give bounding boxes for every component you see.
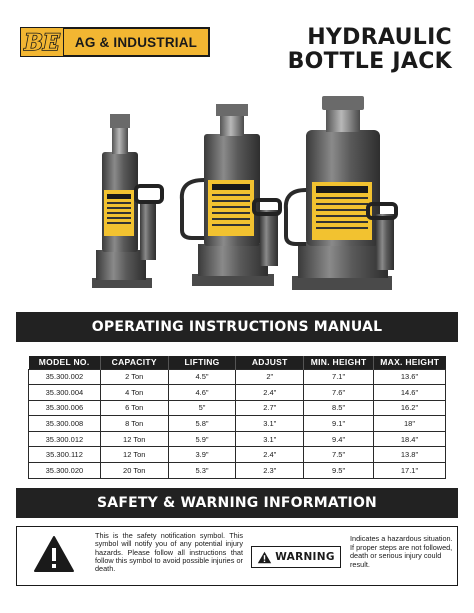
warning-sign (251, 546, 341, 568)
cell-max-height: 18.4" (374, 431, 446, 447)
cell-capacity: 6 Ton (100, 400, 168, 416)
cell-min-height: 8.5" (304, 400, 374, 416)
warning-label: WARNING (275, 551, 335, 563)
safety-warning-banner: SAFETY & WARNING INFORMATION (16, 488, 458, 518)
cell-capacity: 8 Ton (100, 416, 168, 432)
spec-table (28, 356, 446, 479)
logo-text: AG & INDUSTRIAL (74, 34, 198, 50)
cell-model-no: 35.300.006 (29, 400, 101, 416)
cell-capacity: 2 Ton (100, 369, 168, 385)
title-line-1: HYDRAULIC (307, 25, 452, 50)
cell-min-height: 9.1" (304, 416, 374, 432)
table-row (29, 416, 446, 432)
header-max-height: MAX. HEIGHT (374, 356, 446, 369)
table-header-row (29, 356, 446, 369)
be-logo-mark (20, 27, 64, 57)
brand-logo (20, 27, 210, 57)
bottle-jacks-image (70, 90, 410, 300)
header-min-height: MIN. HEIGHT (304, 356, 374, 369)
cell-lifting: 5.9" (168, 431, 236, 447)
table-row (29, 400, 446, 416)
safety-symbol-description: This is the safety notification symbol. This symbol will notify you of any potential injury hazards. Please follow all instructions that follow this symbol to avoid possible injuries or death. (95, 531, 243, 574)
page-title (288, 26, 452, 74)
header-model-no: MODEL NO. (29, 356, 101, 369)
cell-max-height: 17.1" (374, 463, 446, 479)
cell-model-no: 35.300.020 (29, 463, 101, 479)
cell-model-no: 35.300.004 (29, 385, 101, 401)
cell-min-height: 7.1" (304, 369, 374, 385)
cell-min-height: 7.6" (304, 385, 374, 401)
cell-model-no: 35.300.008 (29, 416, 101, 432)
header-capacity: CAPACITY (100, 356, 168, 369)
cell-adjust: 2.4" (236, 447, 304, 463)
cell-max-height: 16.2" (374, 400, 446, 416)
cell-adjust: 2.3" (236, 463, 304, 479)
cell-capacity: 12 Ton (100, 431, 168, 447)
header-lifting: LIFTING (168, 356, 236, 369)
medium-bottle-jack (182, 104, 280, 286)
cell-max-height: 13.8" (374, 447, 446, 463)
cell-model-no: 35.300.002 (29, 369, 101, 385)
cell-model-no: 35.300.112 (29, 447, 101, 463)
cell-lifting: 4.5" (168, 369, 236, 385)
cell-max-height: 14.6" (374, 385, 446, 401)
large-bottle-jack (286, 96, 396, 290)
small-bottle-jack (92, 114, 162, 288)
cell-max-height: 18" (374, 416, 446, 432)
logo-text-box (64, 27, 210, 57)
cell-lifting: 5.3" (168, 463, 236, 479)
title-line-2: BOTTLE JACK (287, 49, 452, 74)
table-row (29, 369, 446, 385)
cell-min-height: 9.5" (304, 463, 374, 479)
cell-lifting: 3.9" (168, 447, 236, 463)
cell-capacity: 20 Ton (100, 463, 168, 479)
table-row (29, 385, 446, 401)
warning-triangle-icon (33, 535, 75, 573)
cell-adjust: 2.7" (236, 400, 304, 416)
cell-adjust: 2" (236, 369, 304, 385)
header-adjust: ADJUST (236, 356, 304, 369)
operating-instructions-banner: OPERATING INSTRUCTIONS MANUAL (16, 312, 458, 342)
cell-max-height: 13.6" (374, 369, 446, 385)
table-row (29, 447, 446, 463)
cell-lifting: 4.6" (168, 385, 236, 401)
cell-model-no: 35.300.012 (29, 431, 101, 447)
cell-min-height: 7.5" (304, 447, 374, 463)
safety-info-box (16, 526, 458, 586)
cell-lifting: 5.8" (168, 416, 236, 432)
cell-capacity: 4 Ton (100, 385, 168, 401)
svg-text:BE: BE (24, 30, 60, 56)
cell-min-height: 9.4" (304, 431, 374, 447)
cell-capacity: 12 Ton (100, 447, 168, 463)
cell-adjust: 2.4" (236, 385, 304, 401)
table-row (29, 463, 446, 479)
cell-lifting: 5" (168, 400, 236, 416)
cell-adjust: 3.1" (236, 416, 304, 432)
warning-sign-triangle-icon (257, 551, 272, 564)
cell-adjust: 3.1" (236, 431, 304, 447)
table-row (29, 431, 446, 447)
hazard-description: Indicates a hazardous situation. If proper steps are not followed, death or serious injury could result. (350, 534, 453, 569)
